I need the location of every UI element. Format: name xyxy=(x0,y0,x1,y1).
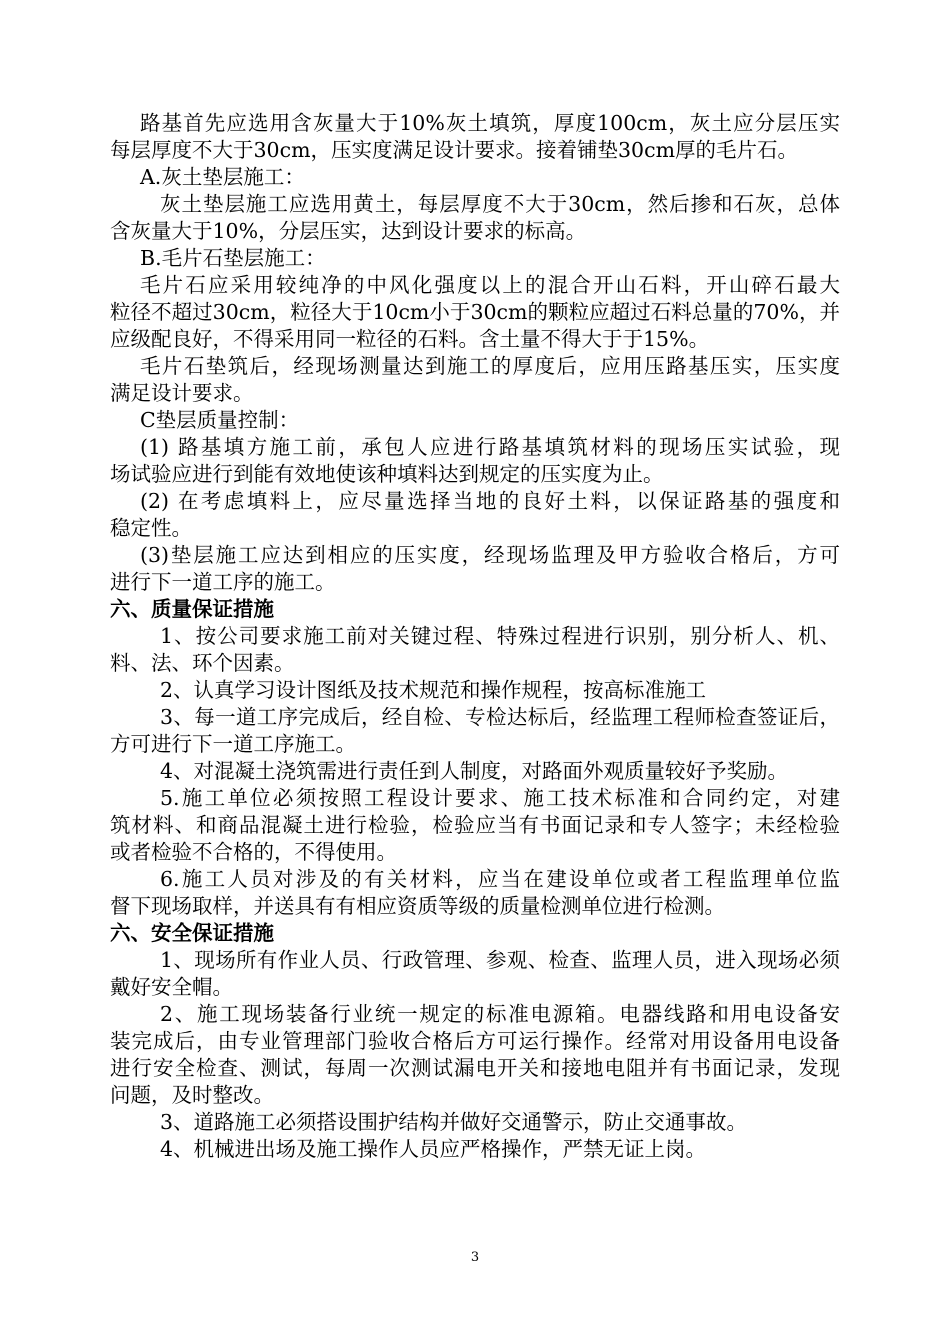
section-label: A.灰土垫层施工： xyxy=(140,165,305,189)
paragraph-line: 4、对混凝土浇筑需进行责任到人制度，对路面外观质量较好予奖励。 xyxy=(160,759,789,783)
paragraph-line: 6.施工人员对涉及的有关材料，应当在建设单位或者工程监理单位监 xyxy=(160,867,840,891)
paragraph-line: 装完成后，由专业管理部门验收合格后方可运行操作。经常对用设备用电设备 xyxy=(110,1029,840,1053)
paragraph-line: (2) 在考虑填料上，应尽量选择当地的良好土料，以保证路基的强度和 xyxy=(140,489,840,513)
paragraph-line: 应级配良好，不得采用同一粒径的石料。含土量不得大于于15%。 xyxy=(110,327,710,351)
paragraph-line: 1、现场所有作业人员、行政管理、参观、检查、监理人员，进入现场必须 xyxy=(160,948,840,972)
page-number: 3 xyxy=(470,1250,480,1265)
paragraph-line: 路基首先应选用含灰量大于10%灰土填筑，厚度100cm，灰土应分层压实 xyxy=(140,111,840,135)
paragraph-line: 场试验应进行到能有效地使该种填料达到规定的压实度为止。 xyxy=(110,462,664,486)
paragraph-line: 督下现场取样，并送具有有相应资质等级的质量检测单位进行检测。 xyxy=(110,894,725,918)
paragraph-line: 3、道路施工必须搭设围护结构并做好交通警示，防止交通事故。 xyxy=(160,1110,748,1134)
paragraph-line: 戴好安全帽。 xyxy=(110,975,233,999)
paragraph-line: 稳定性。 xyxy=(110,516,192,540)
paragraph-line: 毛片石垫筑后，经现场测量达到施工的厚度后，应用压路基压实，压实度 xyxy=(140,354,840,378)
paragraph-line: 料、法、环个因素。 xyxy=(110,651,295,675)
paragraph-line: 满足设计要求。 xyxy=(110,381,254,405)
paragraph-line: 5.施工单位必须按照工程设计要求、施工技术标准和合同约定，对建 xyxy=(160,786,840,810)
paragraph-line: 3、每一道工序完成后，经自检、专检达标后，经监理工程师检查签证后， xyxy=(160,705,840,729)
section-heading-safety: 六、安全保证措施 xyxy=(110,921,274,945)
paragraph-line: 问题，及时整改。 xyxy=(110,1083,274,1107)
paragraph-line: 4、机械进出场及施工操作人员应严格操作，严禁无证上岗。 xyxy=(160,1137,707,1161)
section-label: B.毛片石垫层施工： xyxy=(140,246,326,270)
paragraph-line: 粒径不超过30cm，粒径大于10cm小于30cm的颗粒应超过石料总量的70%，并 xyxy=(110,300,840,324)
paragraph-line: 含灰量大于10%，分层压实，达到设计要求的标高。 xyxy=(110,219,587,243)
paragraph-line: 灰土垫层施工应选用黄土，每层厚度不大于30cm，然后掺和石灰，总体 xyxy=(160,192,840,216)
paragraph-line: 毛片石应采用较纯净的中风化强度以上的混合开山石料，开山碎石最大 xyxy=(140,273,840,297)
paragraph-line: (3)垫层施工应达到相应的压实度，经现场监理及甲方验收合格后，方可 xyxy=(140,543,840,567)
paragraph-line: 进行安全检查、测试，每周一次测试漏电开关和接地电阻并有书面记录，发现 xyxy=(110,1056,840,1080)
document-body xyxy=(110,110,840,1163)
paragraph-line: 每层厚度不大于30cm，压实度满足设计要求。接着铺垫30cm厚的毛片石。 xyxy=(110,138,799,162)
paragraph-line: (1) 路基填方施工前，承包人应进行路基填筑材料的现场压实试验，现 xyxy=(140,435,840,459)
section-label: C垫层质量控制： xyxy=(140,408,300,432)
paragraph-line: 或者检验不合格的，不得使用。 xyxy=(110,840,397,864)
paragraph-line: 进行下一道工序的施工。 xyxy=(110,570,336,594)
paragraph-line: 方可进行下一道工序施工。 xyxy=(110,732,356,756)
paragraph-line: 1、按公司要求施工前对关键过程、特殊过程进行识别，别分析人、机、 xyxy=(160,624,840,648)
paragraph-line: 2、认真学习设计图纸及技术规范和操作规程，按高标准施工 xyxy=(160,678,707,702)
section-heading-quality: 六、质量保证措施 xyxy=(110,597,274,621)
paragraph-line: 2、施工现场装备行业统一规定的标准电源箱。电器线路和用电设备安 xyxy=(160,1002,840,1026)
paragraph-line: 筑材料、和商品混凝土进行检验，检验应当有书面记录和专人签字；未经检验 xyxy=(110,813,840,837)
